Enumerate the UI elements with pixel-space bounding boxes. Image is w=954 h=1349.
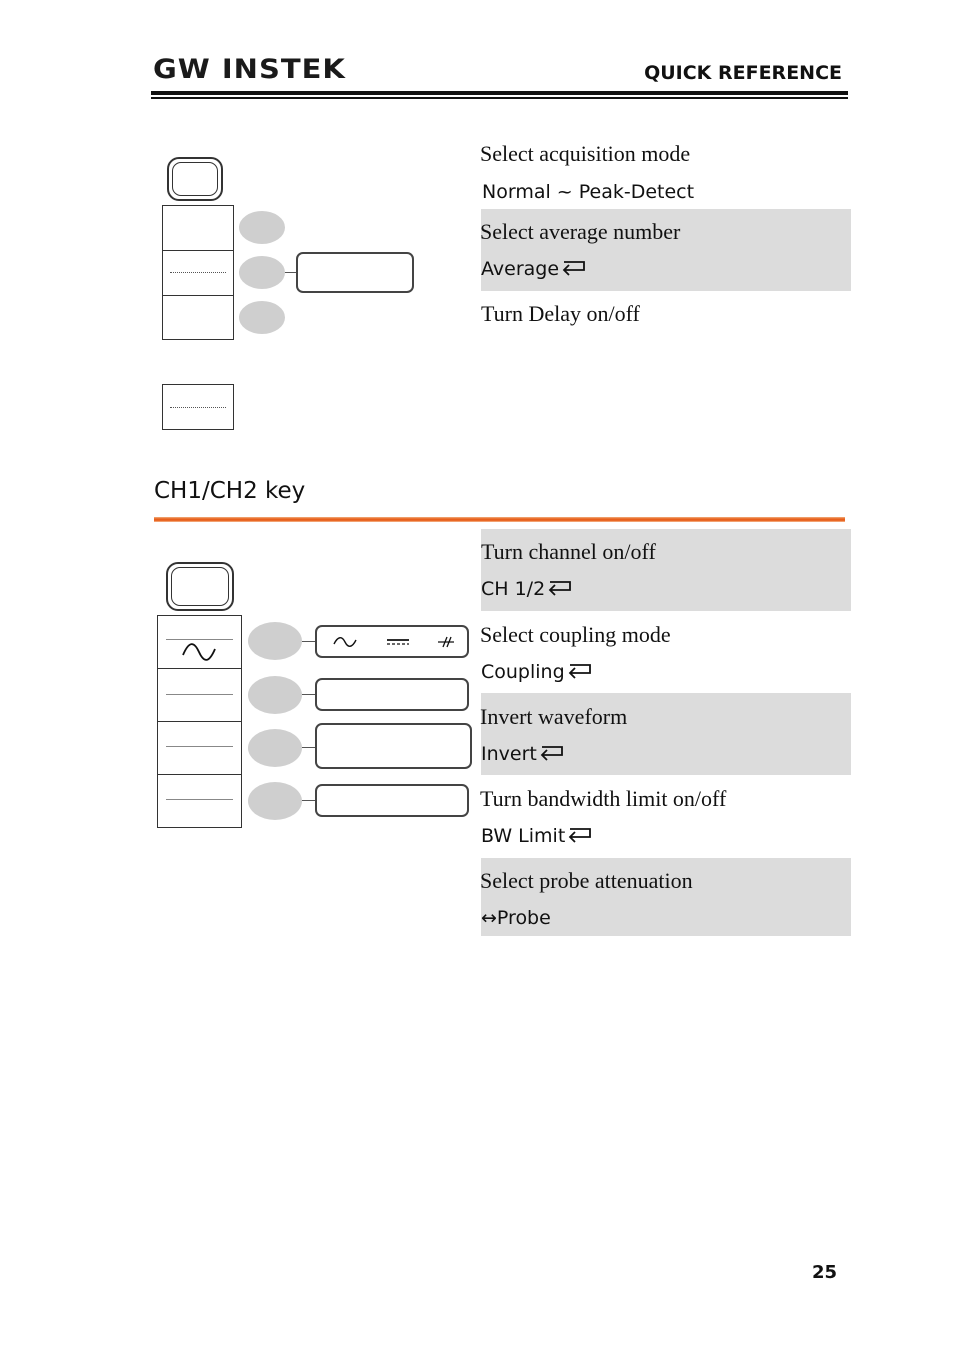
- menu-cell-1: [162, 205, 234, 251]
- ch-row-1: [481, 529, 851, 611]
- ch-menu-cell-4: [157, 774, 242, 828]
- menu-cell-4: [162, 384, 234, 430]
- connector-line: [302, 641, 316, 642]
- row-description: Select coupling mode: [480, 622, 671, 647]
- enter-icon: [561, 259, 587, 279]
- ch-row-5: [481, 858, 851, 936]
- row-key-label: Normal ~ Peak-Detect: [482, 181, 695, 203]
- row-key-label: Coupling: [481, 660, 565, 683]
- ac-wave-icon: [333, 636, 357, 648]
- header-rule-thin: [151, 97, 848, 99]
- row-key-label: ↔Probe: [481, 907, 551, 929]
- connector-line: [302, 747, 316, 748]
- row-description: Turn bandwidth limit on/off: [480, 786, 727, 811]
- coupling-options-box: [315, 625, 469, 658]
- ch-row-3: [481, 693, 851, 775]
- enter-icon: [567, 826, 593, 846]
- enter-icon: [547, 579, 573, 599]
- softkey-probe[interactable]: [248, 782, 302, 820]
- dc-icon: [385, 637, 411, 647]
- section-title: CH1/CH2 key: [154, 478, 306, 504]
- page-number: 25: [812, 1262, 838, 1283]
- acquire-row-3: [481, 290, 851, 350]
- ch-row-2: [481, 611, 851, 693]
- header-title: QUICK REFERENCE: [644, 62, 842, 84]
- row-description: Select average number: [480, 219, 681, 244]
- softkey-invert[interactable]: [248, 676, 302, 714]
- ch-key-button[interactable]: [166, 562, 234, 611]
- invert-value-box: [315, 678, 469, 711]
- acquire-row-1: [481, 132, 851, 210]
- average-value-box: [296, 252, 414, 293]
- ch-menu-cell-3: [157, 721, 242, 775]
- row-key-label: BW Limit: [481, 824, 566, 847]
- enter-icon: [539, 744, 565, 764]
- ch-menu-cell-1: [157, 615, 242, 669]
- menu-cell-2: [162, 250, 234, 296]
- softkey-coupling[interactable]: [248, 622, 302, 660]
- row-key-label: Invert: [481, 742, 537, 765]
- bw-limit-value-box: [315, 723, 472, 769]
- softkey-f3[interactable]: [239, 301, 285, 334]
- row-description: Select probe attenuation: [480, 868, 693, 893]
- connector-line: [302, 800, 316, 801]
- acquire-row-2: [481, 209, 851, 291]
- row-description: Select acquisition mode: [480, 141, 691, 166]
- header-rule: [151, 91, 848, 95]
- row-description: Turn channel on/off: [481, 539, 656, 564]
- row-description: Turn Delay on/off: [481, 301, 640, 326]
- menu-cell-3: [162, 295, 234, 340]
- ac-wave-icon: [182, 643, 216, 661]
- row-key-label: CH 1/2: [481, 577, 546, 600]
- ch-row-4: [481, 775, 851, 858]
- enter-icon: [567, 662, 593, 682]
- acquire-key-button[interactable]: [167, 157, 223, 201]
- row-key-label: Average: [481, 257, 560, 280]
- connector-line: [302, 694, 316, 695]
- softkey-f2[interactable]: [239, 256, 285, 289]
- ch-menu-cell-2: [157, 668, 242, 722]
- softkey-f1[interactable]: [239, 211, 285, 244]
- probe-value-box: [315, 784, 469, 817]
- row-description: Invert waveform: [480, 704, 628, 729]
- softkey-bw-limit[interactable]: [248, 729, 302, 767]
- gw-instek-logo: GW INSTEK: [153, 53, 346, 85]
- ground-icon: [437, 635, 455, 649]
- section-rule: [154, 517, 845, 522]
